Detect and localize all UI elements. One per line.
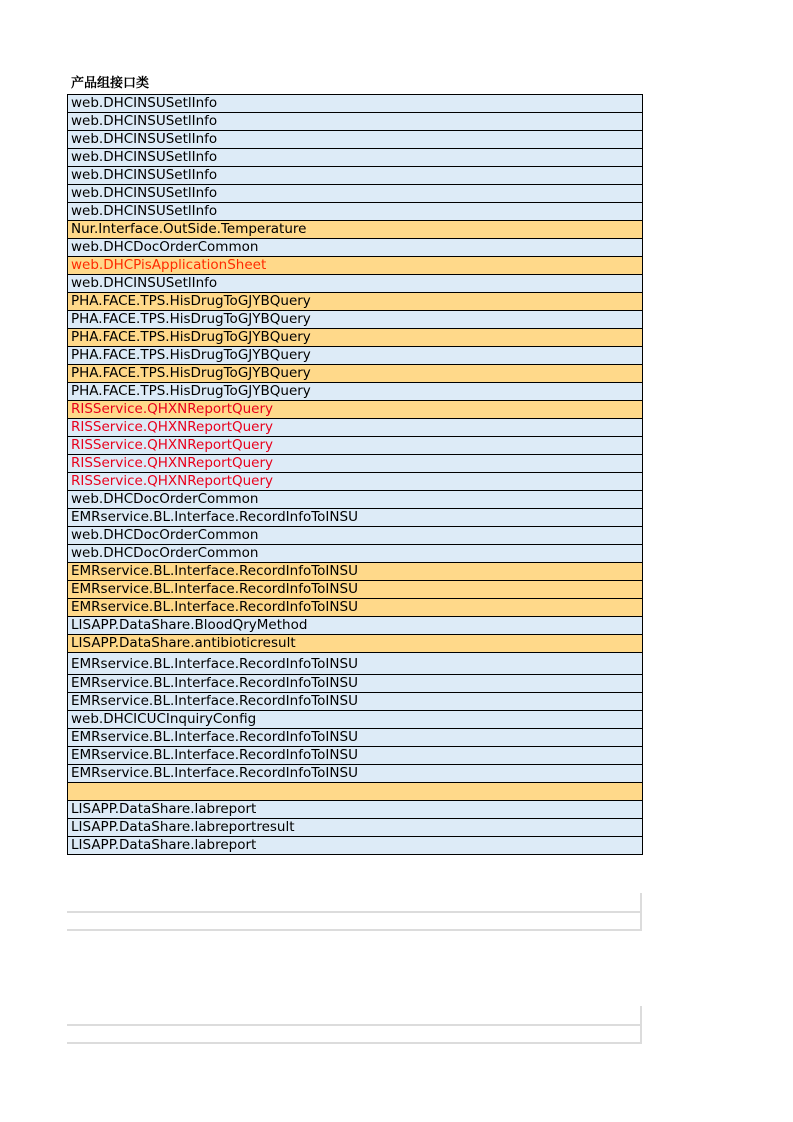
- table-row: web.DHCINSUSetlInfo: [68, 203, 642, 221]
- table-row: RISService.QHXNReportQuery: [68, 401, 642, 419]
- table-row: web.DHCINSUSetlInfo: [68, 113, 642, 131]
- table-row: EMRservice.BL.Interface.RecordInfoToINSU: [68, 747, 642, 765]
- table-row: PHA.FACE.TPS.HisDrugToGJYBQuery: [68, 293, 642, 311]
- table-row: RISService.QHXNReportQuery: [68, 419, 642, 437]
- table-row: EMRservice.BL.Interface.RecordInfoToINSU: [68, 693, 642, 711]
- table-row: web.DHCDocOrderCommon: [68, 239, 642, 257]
- table-row: EMRservice.BL.Interface.RecordInfoToINSU: [68, 653, 642, 675]
- table-row: PHA.FACE.TPS.HisDrugToGJYBQuery: [68, 311, 642, 329]
- table-row: EMRservice.BL.Interface.RecordInfoToINSU: [68, 509, 642, 527]
- table-row: LISAPP.DataShare.antibioticresult: [68, 635, 642, 653]
- table-row: web.DHCINSUSetlInfo: [68, 275, 642, 293]
- table-row: EMRservice.BL.Interface.RecordInfoToINSU: [68, 599, 642, 617]
- table-row: PHA.FACE.TPS.HisDrugToGJYBQuery: [68, 365, 642, 383]
- table-row: RISService.QHXNReportQuery: [68, 473, 642, 491]
- table-row: web.DHCINSUSetlInfo: [68, 95, 642, 113]
- table-row: web.DHCDocOrderCommon: [68, 527, 642, 545]
- table-row: LISAPP.DataShare.labreportresult: [68, 819, 642, 837]
- table-row: web.DHCPisApplicationSheet: [68, 257, 642, 275]
- table-row: web.DHCINSUSetlInfo: [68, 149, 642, 167]
- table-row: EMRservice.BL.Interface.RecordInfoToINSU: [68, 675, 642, 693]
- table-row: PHA.FACE.TPS.HisDrugToGJYBQuery: [68, 347, 642, 365]
- table-row: EMRservice.BL.Interface.RecordInfoToINSU: [68, 563, 642, 581]
- table-row: EMRservice.BL.Interface.RecordInfoToINSU: [68, 581, 642, 599]
- column-header: 产品组接口类: [71, 76, 150, 91]
- table-row: PHA.FACE.TPS.HisDrugToGJYBQuery: [68, 329, 642, 347]
- table-row: web.DHCDocOrderCommon: [68, 545, 642, 563]
- table-row: LISAPP.DataShare.labreport: [68, 837, 642, 855]
- table-row: EMRservice.BL.Interface.RecordInfoToINSU: [68, 729, 642, 747]
- table-row: RISService.QHXNReportQuery: [68, 455, 642, 473]
- table-row: RISService.QHXNReportQuery: [68, 437, 642, 455]
- table-row: PHA.FACE.TPS.HisDrugToGJYBQuery: [68, 383, 642, 401]
- table-row: LISAPP.DataShare.BloodQryMethod: [68, 617, 642, 635]
- table-row: Nur.Interface.OutSide.Temperature: [68, 221, 642, 239]
- table-row: web.DHCICUCInquiryConfig: [68, 711, 642, 729]
- table-row: web.DHCINSUSetlInfo: [68, 131, 642, 149]
- table-row: web.DHCINSUSetlInfo: [68, 167, 642, 185]
- empty-table-fragment: [67, 1006, 642, 1044]
- table-row: EMRservice.BL.Interface.RecordInfoToINSU: [68, 765, 642, 783]
- empty-table-fragment: [67, 893, 642, 931]
- table-row: LISAPP.DataShare.labreport: [68, 801, 642, 819]
- table-row: [68, 783, 642, 801]
- table-row: web.DHCINSUSetlInfo: [68, 185, 642, 203]
- table-row: web.DHCDocOrderCommon: [68, 491, 642, 509]
- interface-class-table: [67, 94, 643, 855]
